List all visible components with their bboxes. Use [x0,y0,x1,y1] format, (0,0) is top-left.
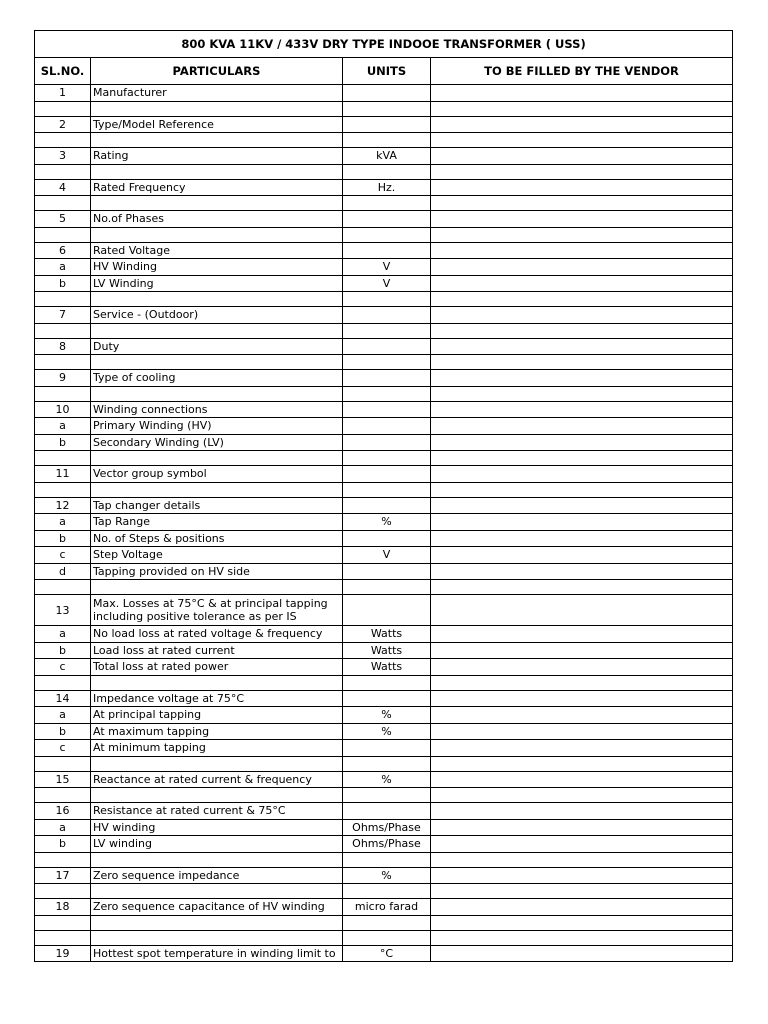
particulars-cell [91,386,343,401]
sl-no-cell: 4 [35,179,91,196]
vendor-entry-cell[interactable] [431,482,733,497]
units-cell [343,227,431,242]
units-cell: % [343,514,431,531]
vendor-entry-cell[interactable] [431,899,733,916]
vendor-entry-cell[interactable] [431,740,733,757]
header-units: UNITS [343,58,431,85]
particulars-cell [91,930,343,945]
table-row [35,690,733,707]
spacer-row [35,756,733,771]
units-cell [343,675,431,690]
spacer-row [35,227,733,242]
spacer-row [35,101,733,116]
units-cell [343,434,431,451]
table-row [35,819,733,836]
table-row [35,547,733,564]
units-cell [343,307,431,324]
particulars-cell: Tap changer details [91,497,343,514]
units-cell [343,884,431,899]
sl-no-cell [35,451,91,466]
particulars-cell [91,756,343,771]
vendor-entry-cell[interactable] [431,819,733,836]
vendor-entry-cell[interactable] [431,259,733,276]
sl-no-cell: 7 [35,307,91,324]
units-cell: micro farad [343,899,431,916]
sl-no-cell: b [35,434,91,451]
table-row [35,642,733,659]
vendor-entry-cell[interactable] [431,852,733,867]
vendor-entry-cell[interactable] [431,514,733,531]
sl-no-cell [35,196,91,211]
sl-no-cell [35,930,91,945]
units-cell [343,85,431,102]
sl-no-cell: b [35,275,91,292]
sl-no-cell: a [35,819,91,836]
vendor-entry-cell[interactable] [431,148,733,165]
table-row [35,85,733,102]
sl-no-cell: 6 [35,242,91,259]
units-cell [343,196,431,211]
particulars-cell: Service - (Outdoor) [91,307,343,324]
spec-table [34,30,733,962]
vendor-entry-cell[interactable] [431,497,733,514]
units-cell [343,497,431,514]
particulars-cell [91,580,343,595]
sl-no-cell: 9 [35,370,91,387]
particulars-cell: Total loss at rated power [91,659,343,676]
units-cell: °C [343,945,431,962]
units-cell: Watts [343,626,431,643]
units-cell [343,242,431,259]
particulars-cell [91,355,343,370]
units-cell: % [343,867,431,884]
vendor-entry-cell[interactable] [431,563,733,580]
vendor-entry-cell[interactable] [431,707,733,724]
sl-no-cell [35,227,91,242]
units-cell [343,803,431,820]
sl-no-cell [35,164,91,179]
sl-no-cell: 19 [35,945,91,962]
spacer-row [35,884,733,899]
sl-no-cell [35,915,91,930]
sl-no-cell [35,323,91,338]
spec-sheet [34,30,732,962]
vendor-entry-cell[interactable] [431,116,733,133]
particulars-cell: At minimum tapping [91,740,343,757]
table-row [35,595,733,626]
sl-no-cell [35,133,91,148]
vendor-entry-cell[interactable] [431,179,733,196]
particulars-cell [91,164,343,179]
units-cell [343,338,431,355]
vendor-entry-cell[interactable] [431,626,733,643]
particulars-cell: No. of Steps & positions [91,530,343,547]
vendor-entry-cell[interactable] [431,723,733,740]
particulars-cell [91,133,343,148]
particulars-cell [91,196,343,211]
units-cell [343,852,431,867]
vendor-entry-cell[interactable] [431,642,733,659]
particulars-cell [91,788,343,803]
vendor-entry-cell[interactable] [431,675,733,690]
sl-no-cell [35,292,91,307]
sl-no-cell: a [35,259,91,276]
vendor-entry-cell[interactable] [431,945,733,962]
particulars-cell: HV Winding [91,259,343,276]
sl-no-cell: 10 [35,401,91,418]
units-cell [343,595,431,626]
particulars-cell: Max. Losses at 75°C & at principal tapping including positive tolerance as per IS [91,595,343,626]
sl-no-cell: 8 [35,338,91,355]
vendor-entry-cell[interactable] [431,196,733,211]
sl-no-cell [35,101,91,116]
vendor-entry-cell[interactable] [431,756,733,771]
particulars-cell: LV winding [91,836,343,853]
particulars-cell: Duty [91,338,343,355]
table-row [35,242,733,259]
particulars-cell: Tap Range [91,514,343,531]
particulars-cell: At principal tapping [91,707,343,724]
particulars-cell [91,852,343,867]
vendor-entry-cell[interactable] [431,227,733,242]
units-cell [343,401,431,418]
vendor-entry-cell[interactable] [431,401,733,418]
vendor-entry-cell[interactable] [431,595,733,626]
particulars-cell: Zero sequence impedance [91,867,343,884]
units-cell [343,164,431,179]
table-row [35,530,733,547]
particulars-cell: Type/Model Reference [91,116,343,133]
vendor-entry-cell[interactable] [431,323,733,338]
units-cell [343,323,431,338]
sl-no-cell: 13 [35,595,91,626]
units-cell [343,788,431,803]
table-row [35,259,733,276]
vendor-entry-cell[interactable] [431,133,733,148]
units-cell [343,915,431,930]
table-row [35,867,733,884]
table-row [35,307,733,324]
vendor-entry-cell[interactable] [431,771,733,788]
units-cell: Watts [343,659,431,676]
units-cell [343,451,431,466]
particulars-cell: Reactance at rated current & frequency [91,771,343,788]
vendor-entry-cell[interactable] [431,386,733,401]
sl-no-cell [35,355,91,370]
sl-no-cell: d [35,563,91,580]
units-cell [343,386,431,401]
sl-no-cell [35,756,91,771]
table-row [35,211,733,228]
sl-no-cell: 15 [35,771,91,788]
sheet-title: 800 KVA 11KV / 433V DRY TYPE INDOOE TRANSFORMER ( USS) [35,31,733,58]
vendor-entry-cell[interactable] [431,580,733,595]
table-row [35,338,733,355]
table-row [35,275,733,292]
particulars-cell: Type of cooling [91,370,343,387]
sl-no-cell: b [35,836,91,853]
vendor-entry-cell[interactable] [431,836,733,853]
spacer-row [35,292,733,307]
particulars-cell: Hottest spot temperature in winding limit to [91,945,343,962]
particulars-cell: At maximum tapping [91,723,343,740]
spacer-row [35,451,733,466]
vendor-entry-cell[interactable] [431,884,733,899]
particulars-cell: Secondary Winding (LV) [91,434,343,451]
vendor-entry-cell[interactable] [431,803,733,820]
particulars-cell: Manufacturer [91,85,343,102]
particulars-cell [91,101,343,116]
sl-no-cell: c [35,740,91,757]
sl-no-cell: 12 [35,497,91,514]
units-cell [343,930,431,945]
particulars-cell: LV Winding [91,275,343,292]
table-row [35,899,733,916]
units-cell: % [343,707,431,724]
sl-no-cell: a [35,626,91,643]
units-cell: V [343,275,431,292]
units-cell: % [343,771,431,788]
vendor-entry-cell[interactable] [431,418,733,435]
units-cell [343,530,431,547]
vendor-entry-cell[interactable] [431,547,733,564]
units-cell [343,482,431,497]
header-particulars: PARTICULARS [91,58,343,85]
particulars-cell [91,292,343,307]
sl-no-cell [35,884,91,899]
spacer-row [35,482,733,497]
sl-no-cell: c [35,547,91,564]
table-row [35,836,733,853]
particulars-cell [91,227,343,242]
table-row [35,466,733,483]
table-row [35,803,733,820]
sl-no-cell: 18 [35,899,91,916]
header-slno: SL.NO. [35,58,91,85]
particulars-cell [91,675,343,690]
spacer-row [35,323,733,338]
table-row [35,563,733,580]
particulars-cell: Rated Voltage [91,242,343,259]
units-cell: Ohms/Phase [343,819,431,836]
sl-no-cell: 5 [35,211,91,228]
spacer-row [35,196,733,211]
vendor-entry-cell[interactable] [431,867,733,884]
vendor-entry-cell[interactable] [431,659,733,676]
particulars-cell: Winding connections [91,401,343,418]
particulars-cell: Impedance voltage at 75°C [91,690,343,707]
sl-no-cell [35,788,91,803]
units-cell: V [343,259,431,276]
sl-no-cell: 3 [35,148,91,165]
spacer-row [35,675,733,690]
table-row [35,740,733,757]
spacer-row [35,355,733,370]
units-cell [343,466,431,483]
vendor-entry-cell[interactable] [431,915,733,930]
units-cell: % [343,723,431,740]
particulars-cell: Step Voltage [91,547,343,564]
vendor-entry-cell[interactable] [431,788,733,803]
header-row [35,58,733,85]
sl-no-cell: a [35,514,91,531]
particulars-cell: Resistance at rated current & 75°C [91,803,343,820]
vendor-entry-cell[interactable] [431,242,733,259]
table-row [35,659,733,676]
spacer-row [35,930,733,945]
table-row [35,434,733,451]
particulars-cell [91,323,343,338]
table-row [35,626,733,643]
vendor-entry-cell[interactable] [431,466,733,483]
sl-no-cell: a [35,707,91,724]
vendor-entry-cell[interactable] [431,530,733,547]
table-row [35,707,733,724]
particulars-cell: Rated Frequency [91,179,343,196]
sl-no-cell [35,852,91,867]
sl-no-cell: b [35,723,91,740]
sl-no-cell [35,482,91,497]
sl-no-cell [35,386,91,401]
vendor-entry-cell[interactable] [431,370,733,387]
table-row [35,116,733,133]
units-cell [343,101,431,116]
table-row [35,401,733,418]
spacer-row [35,852,733,867]
sl-no-cell: b [35,642,91,659]
particulars-cell [91,884,343,899]
vendor-entry-cell[interactable] [431,451,733,466]
vendor-entry-cell[interactable] [431,434,733,451]
units-cell [343,740,431,757]
particulars-cell: Vector group symbol [91,466,343,483]
units-cell: V [343,547,431,564]
vendor-entry-cell[interactable] [431,85,733,102]
sl-no-cell [35,580,91,595]
particulars-cell: Zero sequence capacitance of HV winding [91,899,343,916]
table-row [35,723,733,740]
units-cell [343,355,431,370]
sl-no-cell: 16 [35,803,91,820]
spacer-row [35,915,733,930]
spacer-row [35,580,733,595]
particulars-cell [91,915,343,930]
spacer-row [35,788,733,803]
units-cell [343,211,431,228]
particulars-cell [91,482,343,497]
units-cell: Watts [343,642,431,659]
spacer-row [35,164,733,179]
units-cell: kVA [343,148,431,165]
particulars-cell: No.of Phases [91,211,343,228]
particulars-cell [91,451,343,466]
units-cell [343,133,431,148]
vendor-entry-cell[interactable] [431,211,733,228]
units-cell [343,116,431,133]
units-cell [343,580,431,595]
units-cell [343,756,431,771]
vendor-entry-cell[interactable] [431,101,733,116]
units-cell [343,370,431,387]
table-row [35,148,733,165]
header-vendor: TO BE FILLED BY THE VENDOR [431,58,733,85]
sl-no-cell: a [35,418,91,435]
particulars-cell: Primary Winding (HV) [91,418,343,435]
sl-no-cell: c [35,659,91,676]
units-cell [343,418,431,435]
table-row [35,179,733,196]
units-cell [343,292,431,307]
table-row [35,514,733,531]
table-row [35,771,733,788]
vendor-entry-cell[interactable] [431,292,733,307]
units-cell: Ohms/Phase [343,836,431,853]
vendor-entry-cell[interactable] [431,355,733,370]
spacer-row [35,386,733,401]
vendor-entry-cell[interactable] [431,307,733,324]
table-row [35,945,733,962]
sl-no-cell: 2 [35,116,91,133]
particulars-cell: HV winding [91,819,343,836]
vendor-entry-cell[interactable] [431,164,733,179]
sl-no-cell: b [35,530,91,547]
units-cell [343,690,431,707]
table-row [35,497,733,514]
vendor-entry-cell[interactable] [431,338,733,355]
sl-no-cell [35,675,91,690]
table-row [35,370,733,387]
sl-no-cell: 14 [35,690,91,707]
sl-no-cell: 17 [35,867,91,884]
vendor-entry-cell[interactable] [431,930,733,945]
sl-no-cell: 11 [35,466,91,483]
particulars-cell: Load loss at rated current [91,642,343,659]
spacer-row [35,133,733,148]
particulars-cell: Rating [91,148,343,165]
units-cell: Hz. [343,179,431,196]
particulars-cell: Tapping provided on HV side [91,563,343,580]
vendor-entry-cell[interactable] [431,275,733,292]
title-row [35,31,733,58]
units-cell [343,563,431,580]
sl-no-cell: 1 [35,85,91,102]
table-row [35,418,733,435]
vendor-entry-cell[interactable] [431,690,733,707]
particulars-cell: No load loss at rated voltage & frequency [91,626,343,643]
